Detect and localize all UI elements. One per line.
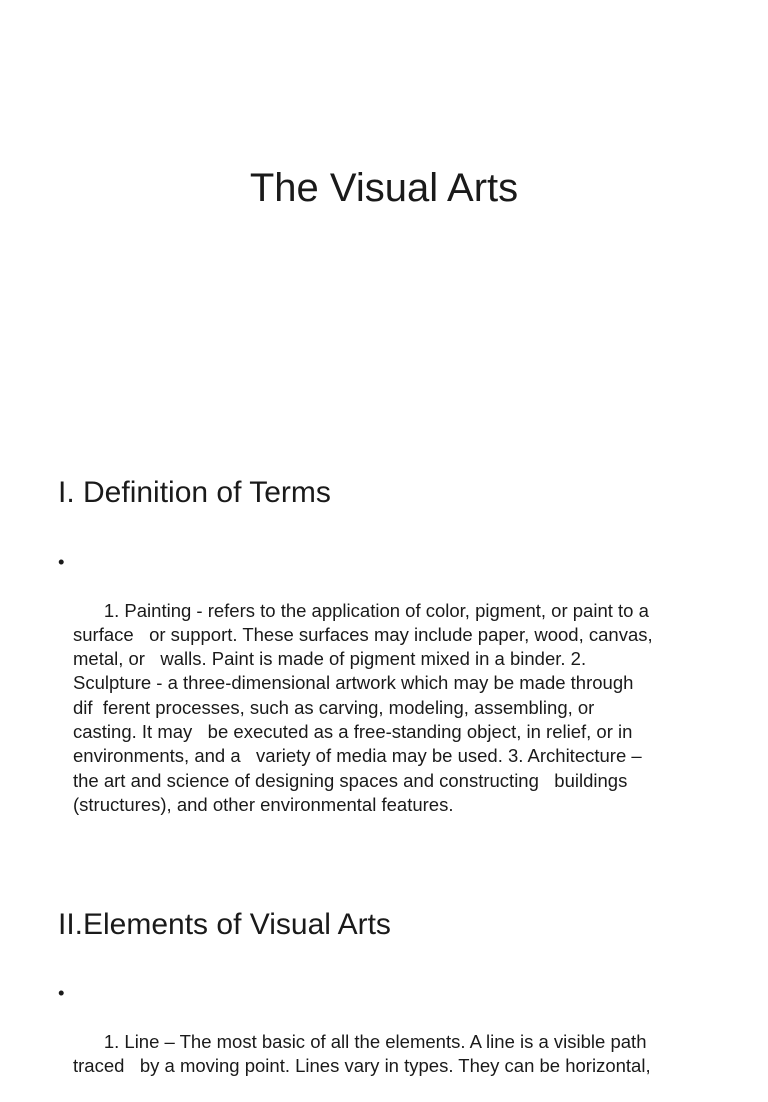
- bullet-item: [58, 550, 718, 842]
- bullet-text: 1. Painting - refers to the application of color, pigment, or paint to a surface or support. These surfaces may include paper, wood, canvas, metal, or walls. Paint is made of pigment mixed in a binder. 2. Sculpture - a three-dimensional artwork which may be made through dif ferent processes, such as carving, modeling, assembling, or casting. It may be executed as a free-standing object, in relief, or in environments, and a variety of media may be used. 3. Architecture – the art and science of designing spaces and constructing buildings (structures), and other environmental features.: [73, 599, 653, 815]
- slide-elements-of-visual-arts: [0, 864, 768, 1076]
- slide-heading: I. Definition of Terms: [58, 476, 331, 509]
- slide-title: [0, 0, 768, 432]
- bullet-list: [58, 550, 718, 842]
- slide-heading: II.Elements of Visual Arts: [58, 908, 391, 941]
- bullet-icon: •: [58, 982, 65, 1003]
- bullet-icon: •: [58, 551, 65, 572]
- presentation-title: The Visual Arts: [249, 166, 519, 210]
- bullet-text: 1. Line – The most basic of all the elements. A line is a visible path traced by a moving point. Lines vary in types. They can be horizontal,: [73, 1030, 651, 1076]
- bullet-list: [58, 981, 718, 1102]
- bullet-item: [58, 981, 718, 1102]
- slide-definition-of-terms: [0, 432, 768, 864]
